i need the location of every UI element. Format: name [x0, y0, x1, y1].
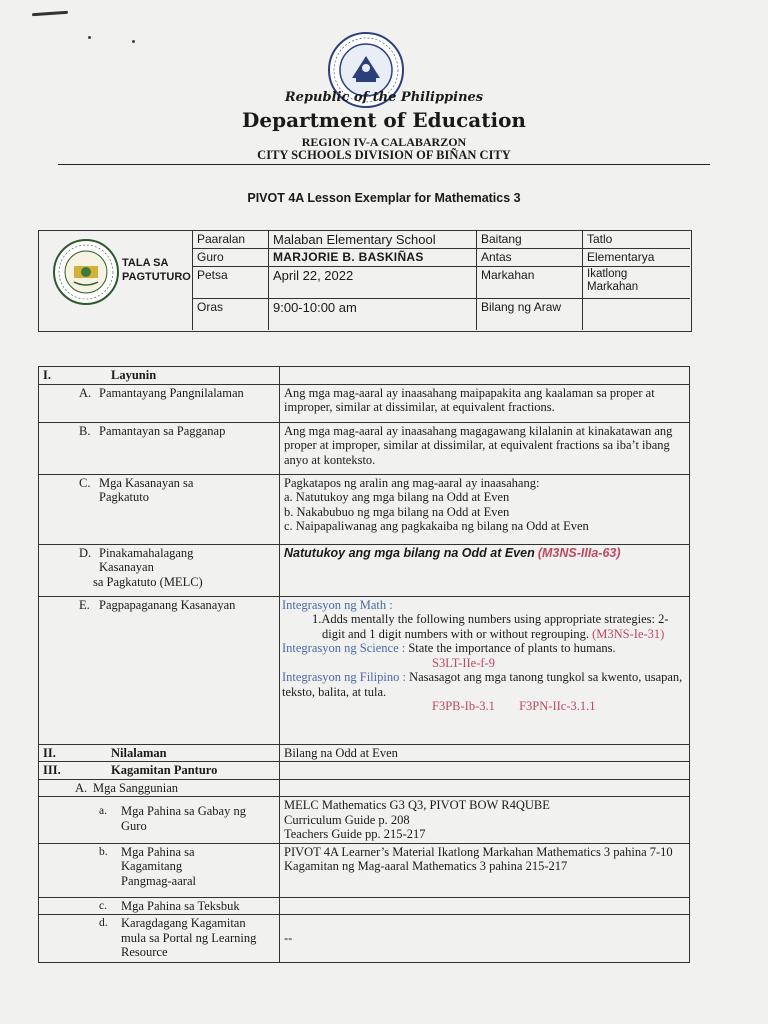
- tala-sa-pagtuturo-label: TALA SA PAGTUTURO: [122, 257, 191, 283]
- row-mga-sanggunian: A. Mga Sanggunian: [39, 779, 690, 797]
- integrasyon-math-code: (M3NS-Ie-31): [592, 626, 665, 641]
- republic-heading: Republic of the Philippines: [284, 90, 484, 105]
- melc-text: Natutukoy ang mga bilang na Odd at Even: [284, 545, 535, 560]
- kasanayan-item: b. Nakabubuo ng mga bilang na Odd at Even: [284, 504, 510, 519]
- karagdagang-kagamitan-text: --: [280, 915, 690, 963]
- department-heading: Department of Education: [242, 108, 526, 132]
- integrasyon-filipino-code: F3PB-Ib-3.1: [432, 699, 495, 713]
- school-seal-icon: [52, 238, 120, 306]
- pen-mark: [32, 11, 68, 17]
- pamantayan-sa-pagganap-text: Ang mga mag-aaral ay inaasahang magagawang kilalanin at kinakatawan ang proper at improper, similar at dissimilar, at equivalent fractions sa iba’t ibang anyo at konteksto.: [280, 422, 690, 474]
- value-markahan: Ikatlong Markahan: [582, 266, 690, 298]
- integrasyon-filipino-label: Integrasyon ng Filipino :: [282, 670, 406, 684]
- row-pamantayang-pangnilalaman: A. Pamantayang Pangnilalaman Ang mga mag-aaral ay inaasahang maipapakita ang kaalaman sa proper at improper, similar at dissimilar, at equivalent fractions.: [39, 384, 690, 422]
- row-pagpapaganang-kasanayan: E. Pagpapaganang Kasanayan Integrasyon ng Math : 1.Adds mentally the following numbers using appropriate strategies: 2-digit and 1 digit numbers with or without regrouping. (M3NS-Ie-31) Integrasyon ng Science : State the importance of plants to humans. S3LT-IIe-f-9 Integrasyon ng Filipino : Nasasagot ang mga tanong tungkol sa kwento, usapan, teksto, balita, at tula. F3PB-Ib-3.1 F3PN-IIc-3.1.1: [39, 596, 690, 744]
- region-heading: REGION IV-A CALABARZON: [301, 135, 467, 149]
- value-bilang-ng-araw: [582, 298, 690, 330]
- nilalaman-text: Bilang na Odd at Even: [280, 744, 690, 762]
- teksbuk-text: [280, 897, 690, 915]
- label-baitang: Baitang: [476, 230, 582, 248]
- value-guro: MARJORIE B. BASKIÑAS: [268, 248, 476, 266]
- gabay-line: MELC Mathematics G3 Q3, PIVOT BOW R4QUBE: [284, 798, 550, 812]
- row-nilalaman: II. Nilalaman Bilang na Odd at Even: [39, 744, 690, 762]
- division-heading: CITY SCHOOLS DIVISION OF BIÑAN CITY: [257, 148, 511, 162]
- ink-dot: [132, 40, 135, 43]
- integrasyon-filipino-code: F3PN-IIc-3.1.1: [519, 699, 596, 713]
- kagamitan-line: PIVOT 4A Learner’s Material Ikatlong Markahan Mathematics 3 pahina 7-10: [284, 844, 673, 859]
- label-petsa: Petsa: [192, 266, 268, 298]
- label-oras: Oras: [192, 298, 268, 330]
- row-kagamitang-pangmag-aaral: b. Mga Pahina sa Kagamitang Pangmag-aaral PIVOT 4A Learner’s Material Ikatlong Markahan Mathematics 3 pahina 7-10 Kagamitan ng Mag-aaral Mathematics 3 pahina 215-217: [39, 843, 690, 897]
- lesson-table: [38, 366, 690, 963]
- document-title: PIVOT 4A Lesson Exemplar for Mathematics 3: [247, 191, 521, 205]
- row-layunin: I. Layunin: [39, 367, 690, 385]
- ink-dot: [88, 36, 91, 39]
- integrasyon-science-code: S3LT-IIe-f-9: [432, 655, 495, 670]
- integrasyon-math-text: 1.Adds mentally the following numbers using appropriate strategies: 2-digit and 1 digit numbers with or without regrouping.: [312, 612, 669, 641]
- value-paaralan: Malaban Elementary School: [268, 230, 476, 248]
- value-oras: 9:00-10:00 am: [268, 298, 476, 330]
- label-guro: Guro: [192, 248, 268, 266]
- integrasyon-science-text: State the importance of plants to humans.: [408, 641, 616, 655]
- row-melc: D. Pinakamahalagang Kasanayan sa Pagkatuto (MELC) Natutukoy ang mga bilang na Odd at Even (M3NS-IIIa-63): [39, 544, 690, 596]
- integrasyon-math-label: Integrasyon ng Math :: [282, 597, 393, 612]
- row-gabay-ng-guro: a. Mga Pahina sa Gabay ng Guro MELC Mathematics G3 Q3, PIVOT BOW R4QUBE Curriculum Guide p. 208 Teachers Guide pp. 215-217: [39, 797, 690, 844]
- gabay-line: Curriculum Guide p. 208: [284, 812, 410, 827]
- row-karagdagang-kagamitan: d. Karagdagang Kagamitan mula sa Portal ng Learning Resource --: [39, 915, 690, 963]
- label-paaralan: Paaralan: [192, 230, 268, 248]
- integrasyon-science-label: Integrasyon ng Science :: [282, 641, 406, 655]
- row-kasanayan-sa-pagkatuto: C. Mga Kasanayan sa Pagkatuto Pagkatapos ng aralin ang mag-aaral ay inaasahang: a. Natutukoy ang mga bilang na Odd at Even b. Nakabubuo ng mga bilang na Odd at Even c. Naipapaliwanag ang pagkakaiba ng bilang na Odd at Even: [39, 474, 690, 544]
- value-antas: Elementarya: [582, 248, 690, 266]
- label-bilang-ng-araw: Bilang ng Araw: [476, 298, 582, 330]
- kagamitan-line: Kagamitan ng Mag-aaral Mathematics 3 pahina 215-217: [284, 859, 568, 873]
- integrasyon-filipino-text: Nasasagot ang mga tanong tungkol sa kwento, usapan, teksto, balita, at tula.: [282, 670, 683, 699]
- melc-code: (M3NS-IIIa-63): [537, 545, 621, 560]
- kasanayan-intro: Pagkatapos ng aralin ang mag-aaral ay inaasahang:: [284, 475, 540, 490]
- row-pamantayan-sa-pagganap: B. Pamantayan sa Pagganap Ang mga mag-aaral ay inaasahang magagawang kilalanin at kinakatawan ang proper at improper, similar at dissimilar, at equivalent fractions sa iba’t ibang anyo at konteksto.: [39, 422, 690, 474]
- header-divider: [58, 164, 710, 165]
- pamantayang-pangnilalaman-text: Ang mga mag-aaral ay inaasahang maipapakita ang kaalaman sa proper at improper, similar at dissimilar, at equivalent fractions.: [280, 384, 690, 422]
- value-petsa: April 22, 2022: [268, 266, 476, 298]
- value-baitang: Tatlo: [582, 230, 690, 248]
- row-teksbuk: c. Mga Pahina sa Teksbuk: [39, 897, 690, 915]
- row-kagamitan-panturo: III. Kagamitan Panturo: [39, 762, 690, 780]
- label-markahan: Markahan: [476, 266, 582, 298]
- kasanayan-item: a. Natutukoy ang mga bilang na Odd at Even: [284, 490, 510, 504]
- gabay-line: Teachers Guide pp. 215-217: [284, 827, 426, 841]
- kasanayan-item: c. Naipapaliwanag ang pagkakaiba ng bilang na Odd at Even: [284, 519, 589, 533]
- label-antas: Antas: [476, 248, 582, 266]
